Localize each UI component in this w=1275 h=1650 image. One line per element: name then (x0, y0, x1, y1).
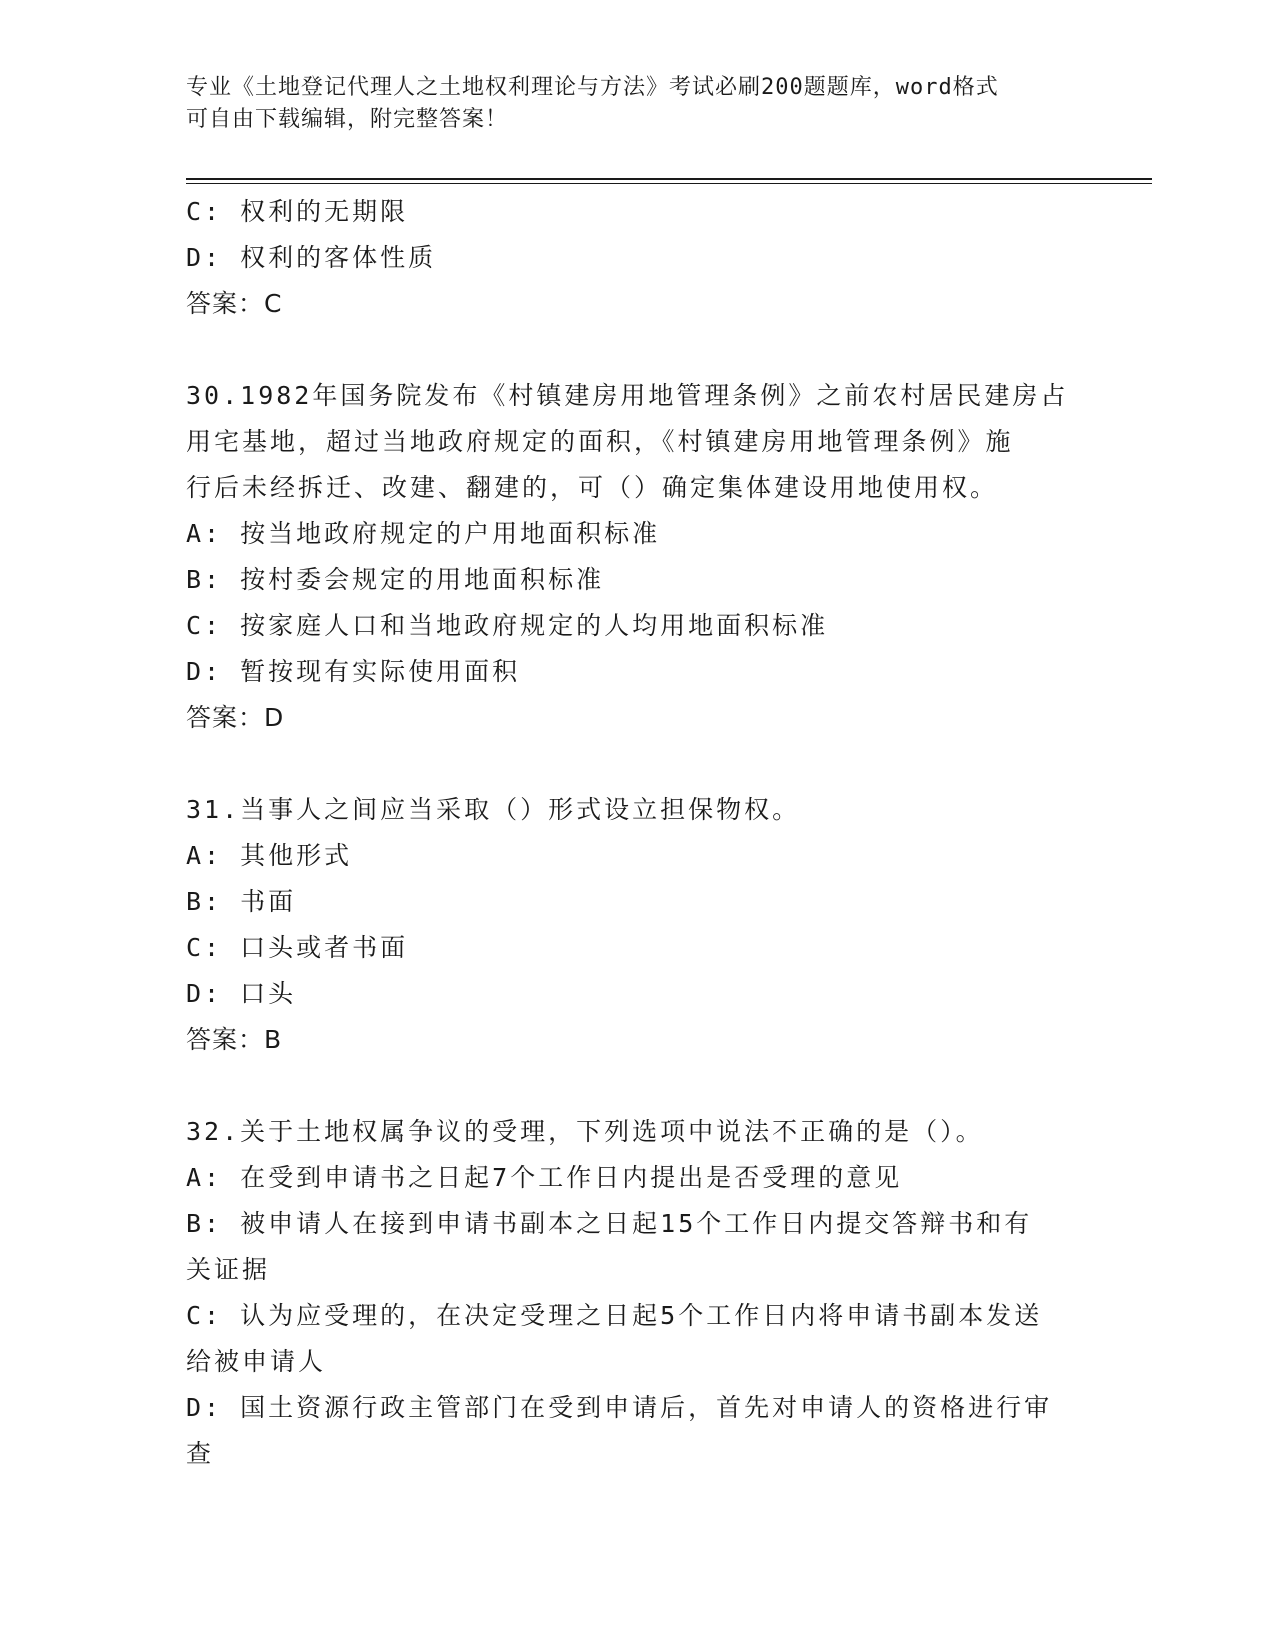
prev-option-d: D: 权利的客体性质 (186, 243, 437, 272)
question-32 (186, 1109, 1086, 1477)
option-d: D: 国土资源行政主管部门在受到申请后，首先对申请人的资格进行审 (186, 1393, 1053, 1422)
option-c: C: 按家庭人口和当地政府规定的人均用地面积标准 (186, 611, 829, 640)
option-d: D: 口头 (186, 979, 297, 1008)
option-b: B: 书面 (186, 887, 297, 916)
option-a: A: 按当地政府规定的户用地面积标准 (186, 519, 661, 548)
option-d-continued: 查 (186, 1439, 215, 1468)
answer: 答案：D (186, 703, 285, 732)
option-b-continued: 关证据 (186, 1255, 271, 1284)
header-divider-thick (186, 178, 1152, 180)
option-c-continued: 给被申请人 (186, 1347, 327, 1376)
option-a: A: 在受到申请书之日起7个工作日内提出是否受理的意见 (186, 1163, 903, 1192)
question-31 (186, 787, 1086, 1063)
question-stem-line: 行后未经拆迁、改建、翻建的，可（）确定集体建设用地使用权。 (186, 473, 999, 502)
prev-answer: 答案：C (186, 289, 283, 318)
question-stem-line: 30.1982年国务院发布《村镇建房用地管理条例》之前农村居民建房占 (186, 381, 1069, 410)
option-c: C: 口头或者书面 (186, 933, 409, 962)
question-stem-line: 用宅基地，超过当地政府规定的面积，《村镇建房用地管理条例》施 (186, 427, 1014, 456)
prev-option-c: C: 权利的无期限 (186, 197, 409, 226)
header-divider-thin (186, 183, 1152, 184)
option-a: A: 其他形式 (186, 841, 353, 870)
question-stem-line: 32.关于土地权属争议的受理，下列选项中说法不正确的是（）。 (186, 1117, 984, 1146)
question-content (186, 189, 1086, 1477)
header-line-2: 可自由下载编辑，附完整答案！ (186, 107, 509, 132)
answer: 答案：B (186, 1025, 283, 1054)
option-b: B: 被申请人在接到申请书副本之日起15个工作日内提交答辩书和有 (186, 1209, 1033, 1238)
option-d: D: 暂按现有实际使用面积 (186, 657, 521, 686)
question-stem-line: 31.当事人之间应当采取（）形式设立担保物权。 (186, 795, 801, 824)
question-30 (186, 373, 1086, 741)
spacer (186, 1063, 1086, 1109)
option-c: C: 认为应受理的，在决定受理之日起5个工作日内将申请书副本发送 (186, 1301, 1043, 1330)
spacer (186, 741, 1086, 787)
option-b: B: 按村委会规定的用地面积标准 (186, 565, 605, 594)
document-header (186, 72, 1086, 136)
spacer (186, 327, 1086, 373)
header-line-1: 专业《土地登记代理人之土地权利理论与方法》考试必刷200题题库，word格式 (186, 75, 999, 100)
